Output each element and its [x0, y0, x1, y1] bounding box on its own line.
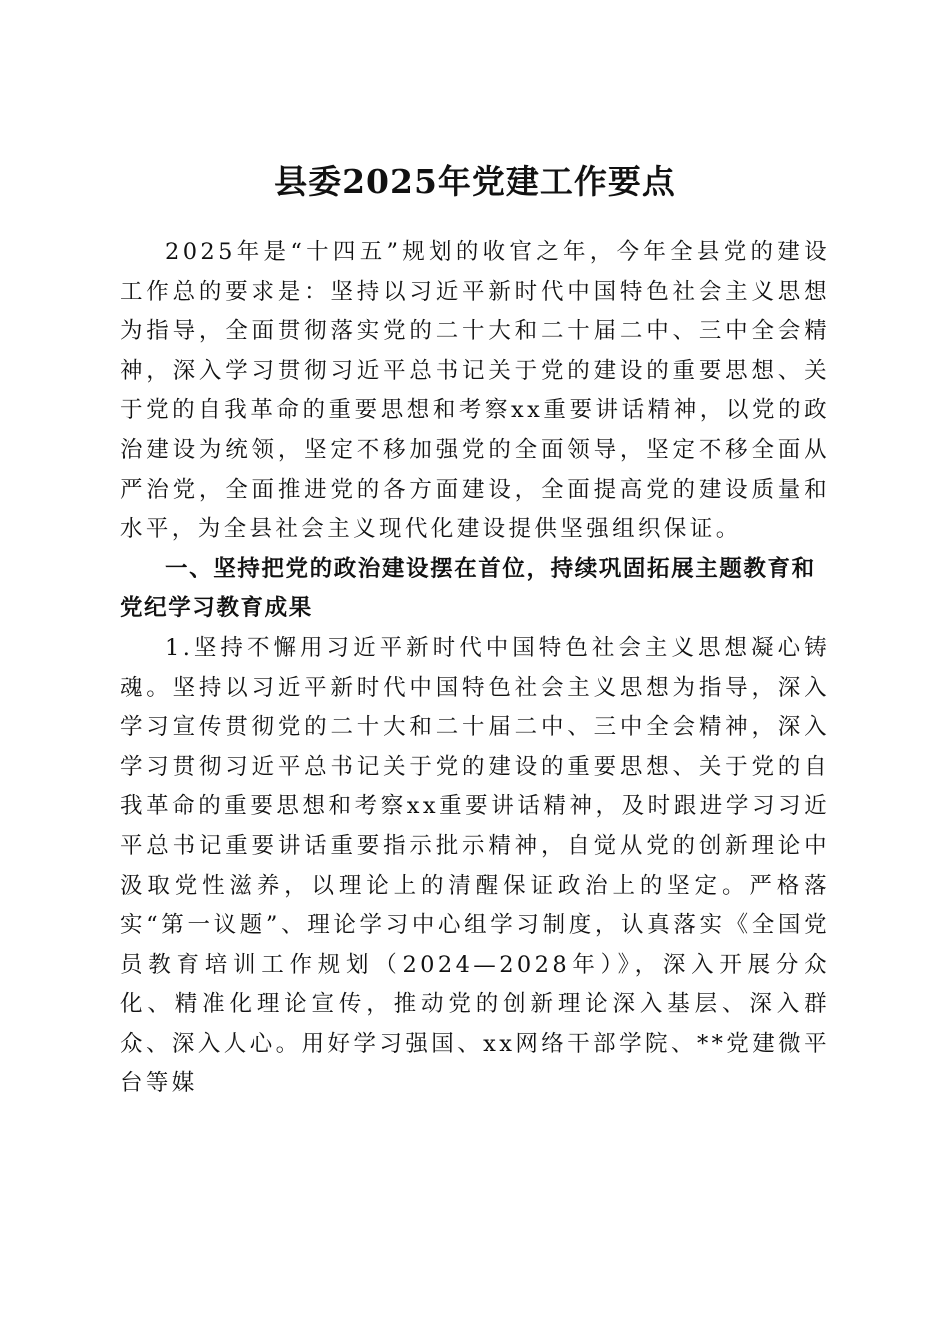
section-heading-1: 一、坚持把党的政治建设摆在首位，持续巩固拓展主题教育和党纪学习教育成果 — [120, 555, 816, 622]
item-paragraph-1: 1.坚持不懈用习近平新时代中国特色社会主义思想凝心铸魂。坚持以习近平新时代中国特色社会主义思想为指导，深入学习宣传贯彻党的二十大和二十届二中、三中全会精神，深入学习贯彻习近平总书记关于党的建设的重要思想、关于党的自我革命的重要思想和考察xx重要讲话精神，及时跟进学习习近平总书记重要讲话重要指示批示精神，自觉从党的创新理论中汲取党性滋养，以理论上的清醒保证政治上的坚定。严格落实“第一议题”、理论学习中心组学习制度，认真落实《全国党员教育培训工作规划（2024—2028年）》，深入开展分众化、精准化理论宣传，推动党的创新理论深入基层、深入群众、深入人心。用好学习强国、xx网络干部学院、**党建微平台等媒 — [120, 634, 830, 1097]
document-body — [120, 233, 830, 1104]
intro-paragraph: 2025年是“十四五”规划的收官之年，今年全县党的建设工作总的要求是：坚持以习近平新时代中国特色社会主义思想为指导，全面贯彻落实党的二十大和二十届二中、三中全会精神，深入学习贯彻习近平总书记关于党的建设的重要思想、关于党的自我革命的重要思想和考察xx重要讲话精神，以党的政治建设为统领，坚定不移加强党的全面领导，坚定不移全面从严治党，全面推进党的各方面建设，全面提高党的建设质量和水平，为全县社会主义现代化建设提供坚强组织保证。 — [120, 239, 830, 543]
document-title: 县委2025年党建工作要点 — [274, 162, 676, 202]
